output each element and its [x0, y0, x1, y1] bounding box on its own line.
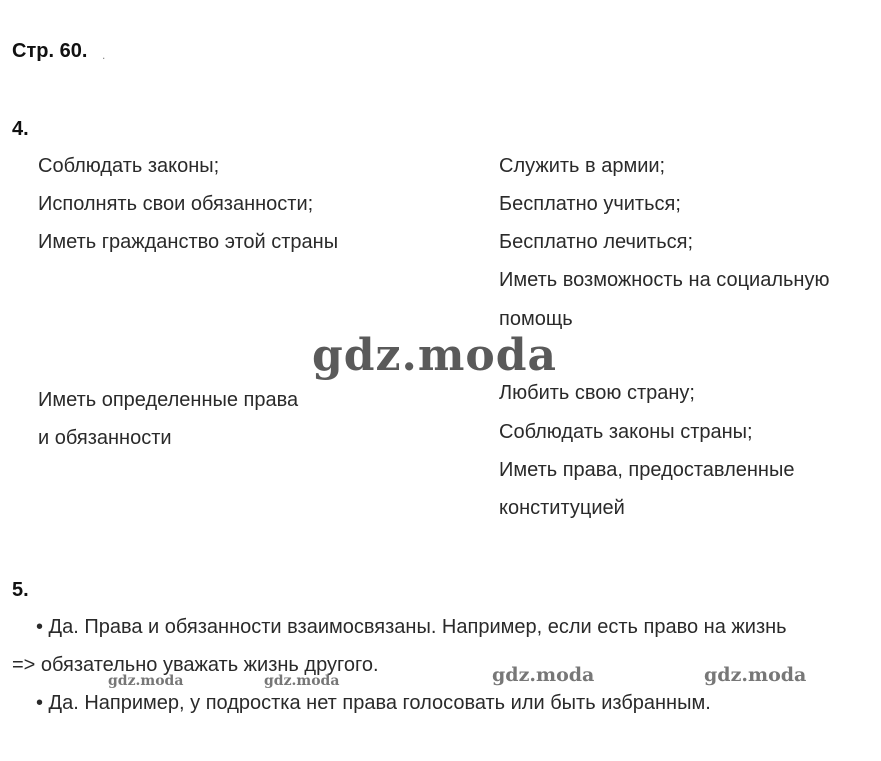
watermark-small: gdz.moda: [264, 673, 340, 689]
task-4-right-line: Соблюдать законы страны;: [499, 421, 753, 443]
task-4-number: 4.: [12, 118, 29, 140]
task-4-right-line: помощь: [499, 308, 573, 330]
task-4-right-line: Бесплатно лечиться;: [499, 231, 694, 253]
task-4-left-line: Иметь определенные права: [38, 389, 299, 411]
page-number: Стр. 60.: [12, 40, 88, 62]
watermark-small: gdz.moda: [704, 664, 807, 686]
task-5-number: 5.: [12, 579, 29, 601]
task-4-left-line: Иметь гражданство этой страны: [38, 231, 339, 253]
task-4-right-line: конституцией: [499, 497, 625, 519]
page-dot: .: [102, 48, 106, 62]
task-4-right-line: Бесплатно учиться;: [499, 193, 681, 215]
watermark-small: gdz.moda: [108, 673, 184, 689]
task-4-right-line: Иметь права, предоставленные: [499, 459, 795, 481]
task-4-right-line: Служить в армии;: [499, 155, 666, 177]
task-4-left-line: и обязанности: [38, 427, 172, 449]
task-5-answer-line: • Да. Права и обязанности взаимосвязаны. Например, если есть право на жизнь: [36, 616, 787, 638]
watermark-main: gdz.moda: [312, 330, 558, 381]
watermark-small: gdz.moda: [492, 664, 595, 686]
task-4-right-line: Любить свою страну;: [499, 382, 695, 404]
task-4-right-line: Иметь возможность на социальную: [499, 269, 830, 291]
task-4-left-line: Исполнять свои обязанности;: [38, 193, 314, 215]
task-5-answer-line: • Да. Например, у подростка нет права голосовать или быть избранным.: [36, 692, 711, 714]
task-5-answer-line: => обязательно уважать жизнь другого.: [12, 654, 379, 676]
task-4-left-line: Соблюдать законы;: [38, 155, 220, 177]
